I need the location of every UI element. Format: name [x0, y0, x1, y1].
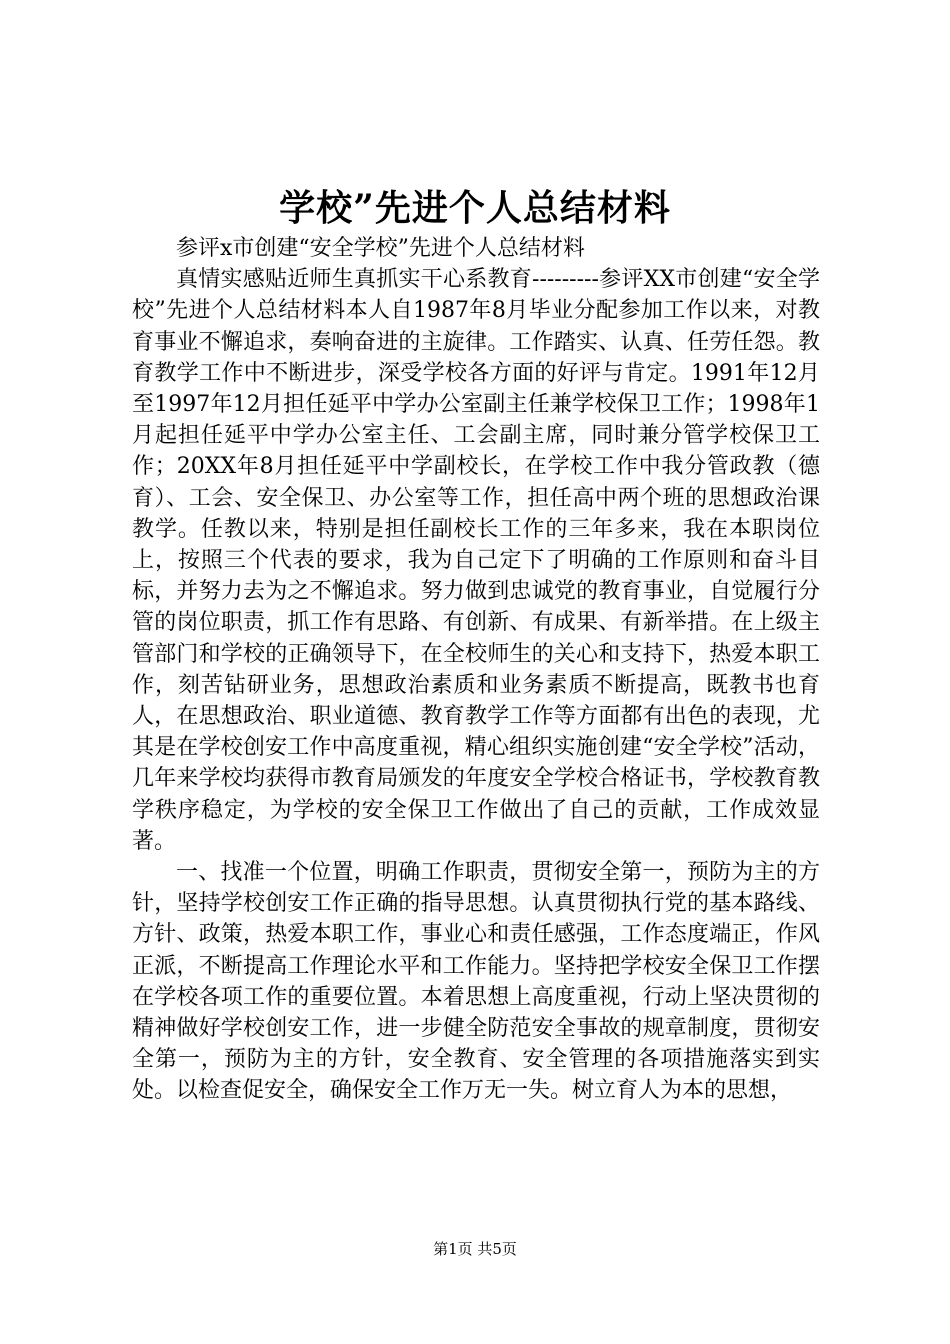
document-body — [132, 233, 820, 1107]
document-title: 学校”先进个人总结材料 — [279, 187, 671, 229]
body-paragraph: 一、找准一个位置，明确工作职责，贯彻安全第一，预防为主的方针，坚持学校创安工作正确的指导思想。认真贯彻执行党的基本路线、方针、政策，热爱本职工作，事业心和责任感强，工作态度端正，作风正派，不断提高工作理论水平和工作能力。坚持把学校安全保卫工作摆在学校各项工作的重要位置。本着思想上高度重视，行动上坚决贯彻的精神做好学校创安工作，进一步健全防范安全事故的规章制度，贯彻安全第一，预防为主的方针，安全教育、安全管理的各项措施落实到实处。以检查促安全，确保安全工作万无一失。树立育人为本的思想， — [132, 860, 820, 1104]
page-number-footer: 第1页 共5页 — [433, 1240, 517, 1258]
subtitle-paragraph: 参评x市创建“安全学校”先进个人总结材料 — [176, 236, 585, 261]
body-paragraph: 真情实感贴近师生真抓实干心系教育---------参评XX市创建“安全学校”先进个人总结材料本人自1987年8月毕业分配参加工作以来，对教育事业不懈追求，奏响奋进的主旋律。工作踏实、认真、任劳任怨。教育教学工作中不断进步，深受学校各方面的好评与肯定。1991年12月至1997年12月担任延平中学办公室副主任兼学校保卫工作；1998年1月起担任延平中学办公室主任、工会副主席，同时兼分管学校保卫工作；20XX年8月担任延平中学副校长，在学校工作中我分管政教（德育）、工会、安全保卫、办公室等工作，担任高中两个班的思想政治课教学。任教以来，特别是担任副校长工作的三年多来，我在本职岗位上，按照三个代表的要求，我为自己定下了明确的工作原则和奋斗目标，并努力去为之不懈追求。努力做到忠诚党的教育事业，自觉履行分管的岗位职责，抓工作有思路、有创新、有成果、有新举措。在上级主管部门和学校的正确领导下，在全校师生的关心和支持下，热爱本职工作，刻苦钻研业务，思想政治素质和业务素质不断提高，既教书也育人，在思想政治、职业道德、教育教学工作等方面都有出色的表现，尤其是在学校创安工作中高度重视，精心组织实施创建“安全学校”活动，几年来学校均获得市教育局颁发的年度安全学校合格证书，学校教育教学秩序稳定，为学校的安全保卫工作做出了自己的贡献，工作成效显著。 — [132, 267, 820, 854]
